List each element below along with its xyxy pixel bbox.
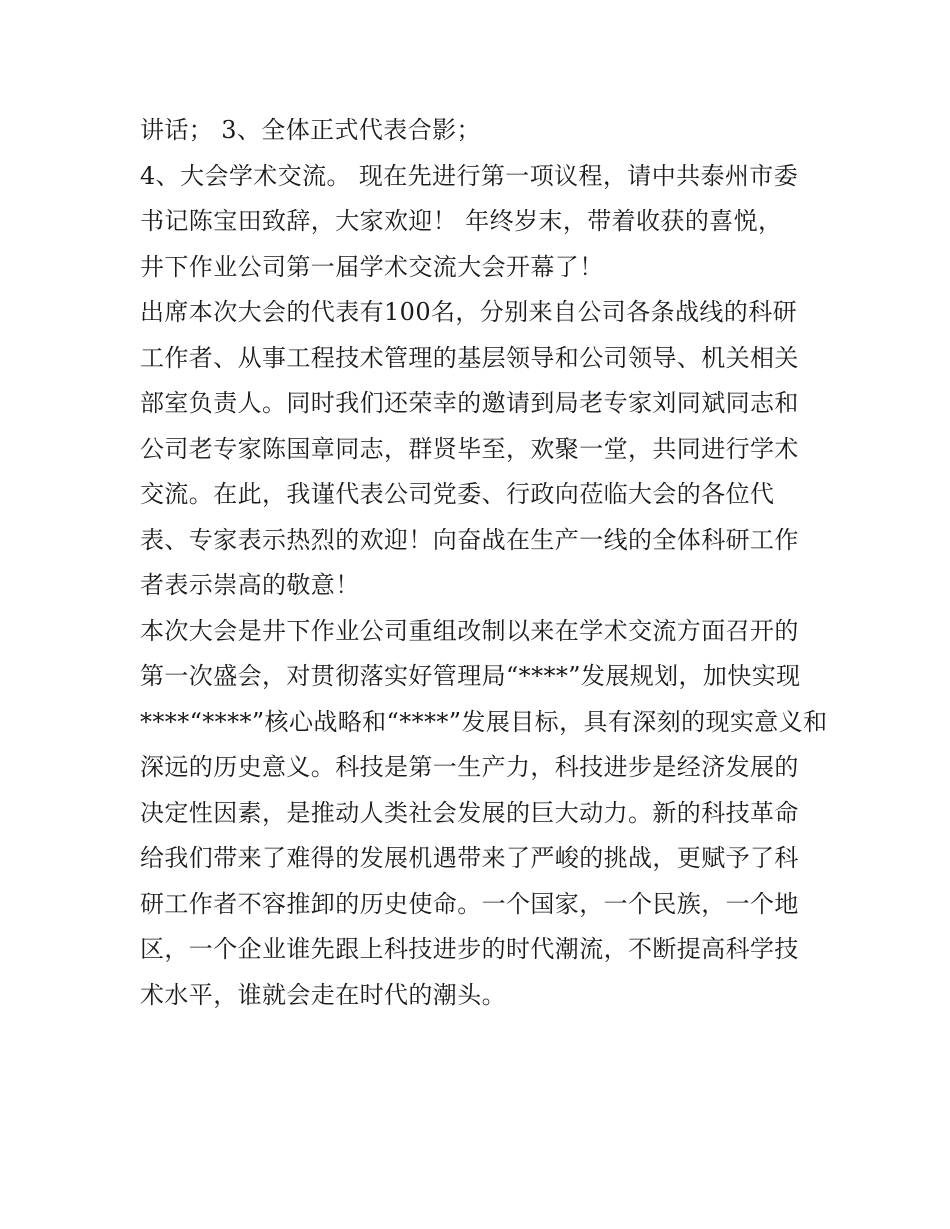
text-line: 深远的历史意义。科技是第一生产力，科技进步是经济发展的: [140, 753, 799, 781]
text-line: 工作者、从事工程技术管理的基层领导和公司领导、机关相关: [140, 343, 799, 372]
text-line: 术水平，谁就会走在时代的潮头。: [140, 980, 506, 1009]
text-line: 研工作者不容推卸的历史使命。一个国家，一个民族，一个地: [140, 889, 799, 918]
text-line: 部室负责人。同时我们还荣幸的邀请到局老专家刘同斌同志和: [140, 389, 799, 417]
text-line: 者表示崇高的敬意！: [140, 571, 360, 599]
text-line: 第一次盛会，对贯彻落实好管理局“****”发展规划，加快实现: [140, 662, 801, 690]
text-line: 给我们带来了难得的发展机遇带来了严峻的挑战，更赋予了科: [140, 844, 799, 872]
text-line: ****“****”核心战略和“****”发展目标，具有深刻的现实意义和: [140, 707, 828, 736]
text-line: 公司老专家陈国章同志，群贤毕至，欢聚一堂，共同进行学术: [140, 434, 799, 463]
text-line: 表、专家表示热烈的欢迎！向奋战在生产一线的全体科研工作: [140, 525, 799, 554]
text-line: 书记陈宝田致辞，大家欢迎！ 年终岁末，带着收获的喜悦，: [140, 207, 783, 235]
text-line: 4、大会学术交流。 现在先进行第一项议程，请中共泰州市委: [140, 161, 799, 190]
text-line: 决定性因素，是推动人类社会发展的巨大动力。新的科技革命: [140, 798, 799, 827]
text-line: 讲话； 3、全体正式代表合影；: [140, 116, 481, 144]
text-line: 交流。在此，我谨代表公司党委、行政向莅临大会的各位代: [140, 480, 775, 508]
text-line: 本次大会是井下作业公司重组改制以来在学术交流方面召开的: [140, 616, 799, 645]
text-line: 区，一个企业谁先跟上科技进步的时代潮流，不断提高科学技: [140, 935, 799, 963]
body-text: [140, 108, 828, 1018]
text-line: 出席本次大会的代表有100名，分别来自公司各条战线的科研: [140, 298, 798, 326]
text-line: 井下作业公司第一届学术交流大会开幕了！: [140, 252, 604, 281]
